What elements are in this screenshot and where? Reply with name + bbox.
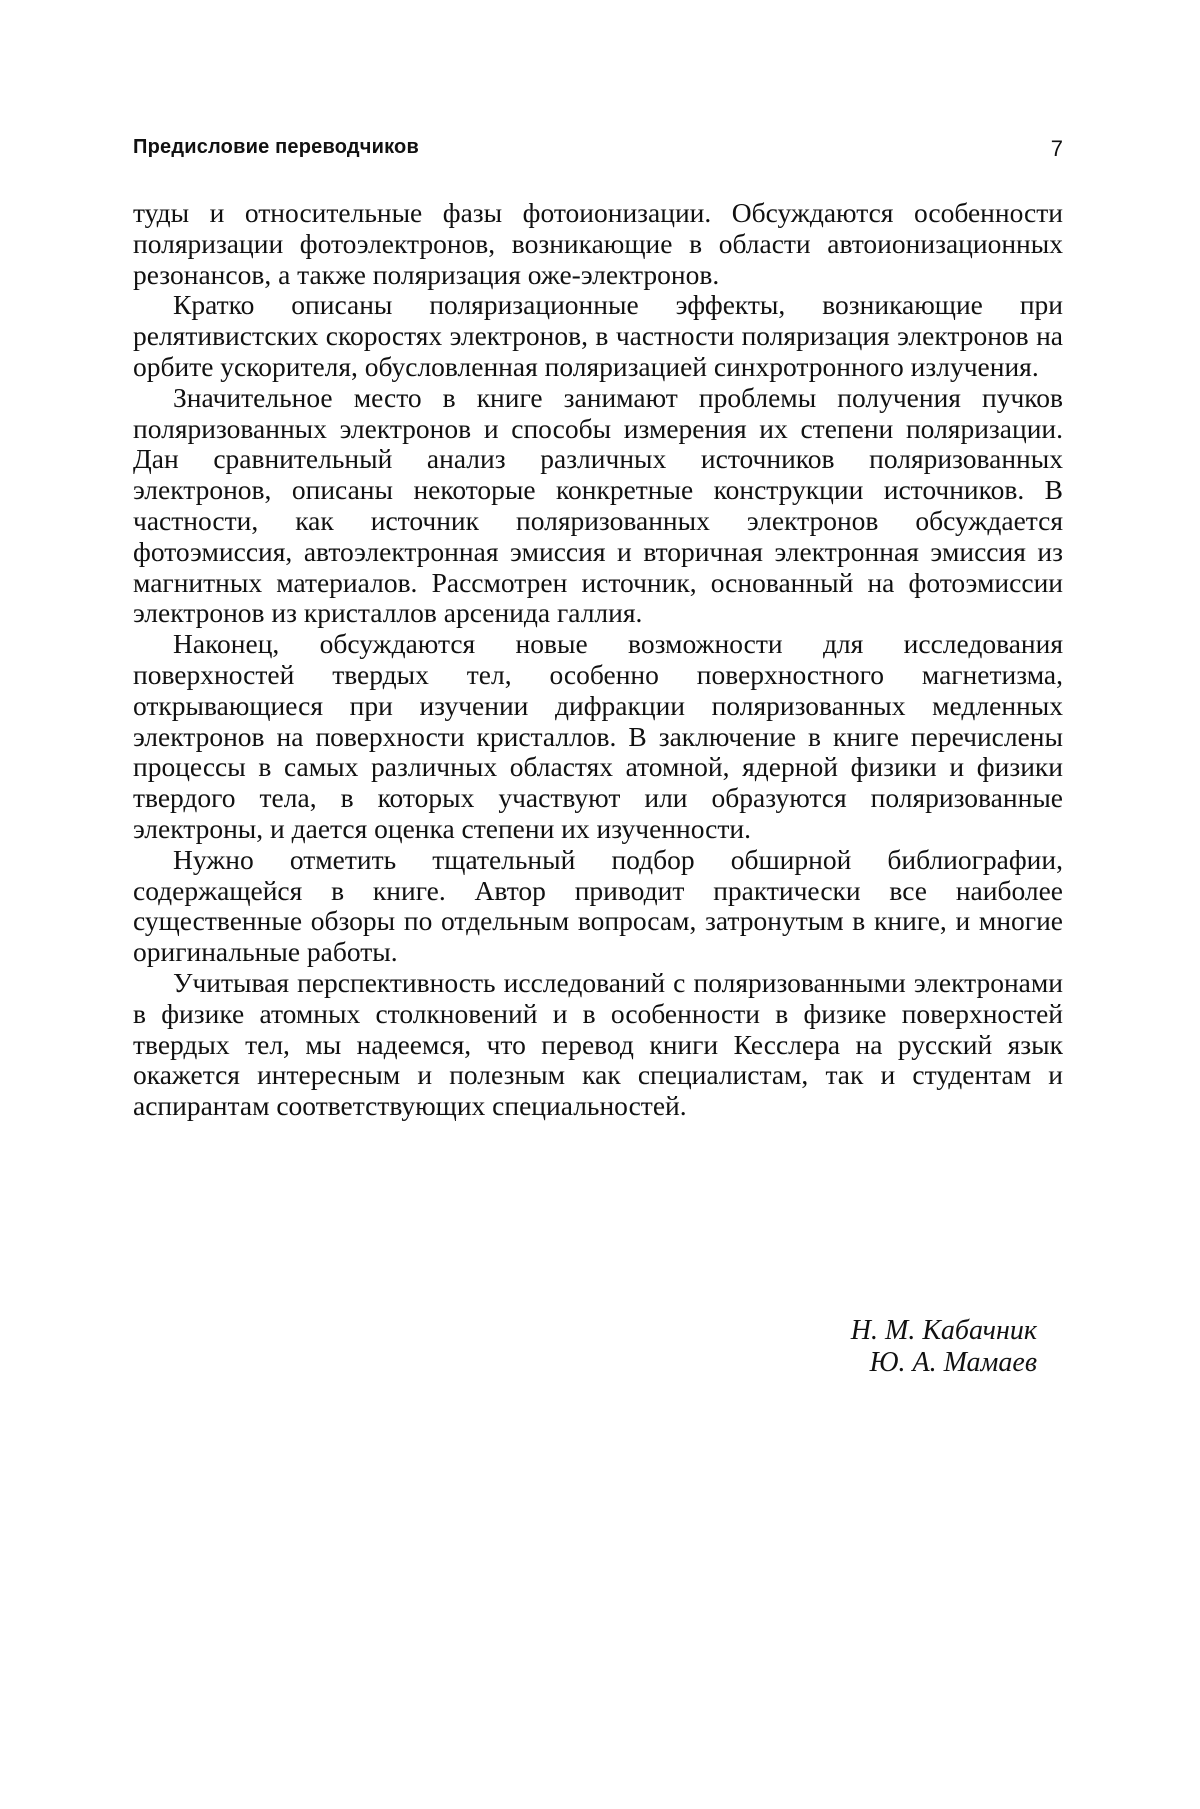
page-number: 7 — [1050, 136, 1063, 161]
signature-name: Н. М. Кабачник — [850, 1315, 1037, 1346]
running-head — [133, 136, 1063, 176]
running-title: Предисловие переводчиков — [133, 136, 419, 158]
paragraph: Учитывая перспективность исследований с поляризованными электронами в физике атомных столкновений и в особенности в физике поверхностей твердых тел, мы надеемся, что перевод книги Кесслера на русский язык окажется интересным и полезным как специалистам, так и студентам и аспирантам соответствующих специальностей. — [133, 966, 1063, 1122]
paragraph: Значительное место в книге занимают проблемы получения пучков поляризованных электронов и способы измерения их степени поляризации. Дан сравнительный анализ различных источников поляризованных электронов, описаны некоторые конкретные конструкции источников. В частности, как источник поляризованных электронов обсуждается фотоэмиссия, автоэлектронная эмиссия и вторичная электронная эмиссия из магнитных материалов. Рассмотрен источник, основанный на фотоэмиссии электронов из кристаллов арсенида галлия. — [133, 381, 1063, 629]
signature-name: Ю. А. Мамаев — [869, 1347, 1037, 1378]
body-text — [133, 198, 1063, 1122]
paragraph: Наконец, обсуждаются новые возможности для исследования поверхностей твердых тел, особенно поверхностного магнетизма, открывающиеся при изучении дифракции поляризованных медленных электронов на поверхности кристаллов. В заключение в книге перечислены процессы в самых различных областях атомной, ядерной физики и физики твердого тела, в которых участвуют или образуются поляризованные электроны, и дается оценка степени их изученности. — [133, 628, 1063, 844]
paragraph: Кратко описаны поляризационные эффекты, возникающие при релятивистских скоростях электронов, в частности поляризация электронов на орбите ускорителя, обусловленная поляризацией синхротронного излучения. — [133, 289, 1063, 382]
translator-signatures — [851, 1315, 1037, 1379]
paragraph: туды и относительные фазы фотоионизации. Обсуждаются особенности поляризации фотоэлектронов, возникающие в области автоионизационных резонансов, а также поляризация оже-электронов. — [133, 197, 1063, 290]
paragraph: Нужно отметить тщательный подбор обширной библиографии, содержащейся в книге. Автор приводит практически все наиболее существенные обзоры по отдельным вопросам, затронутым в книге, и многие оригинальные работы. — [133, 843, 1063, 968]
